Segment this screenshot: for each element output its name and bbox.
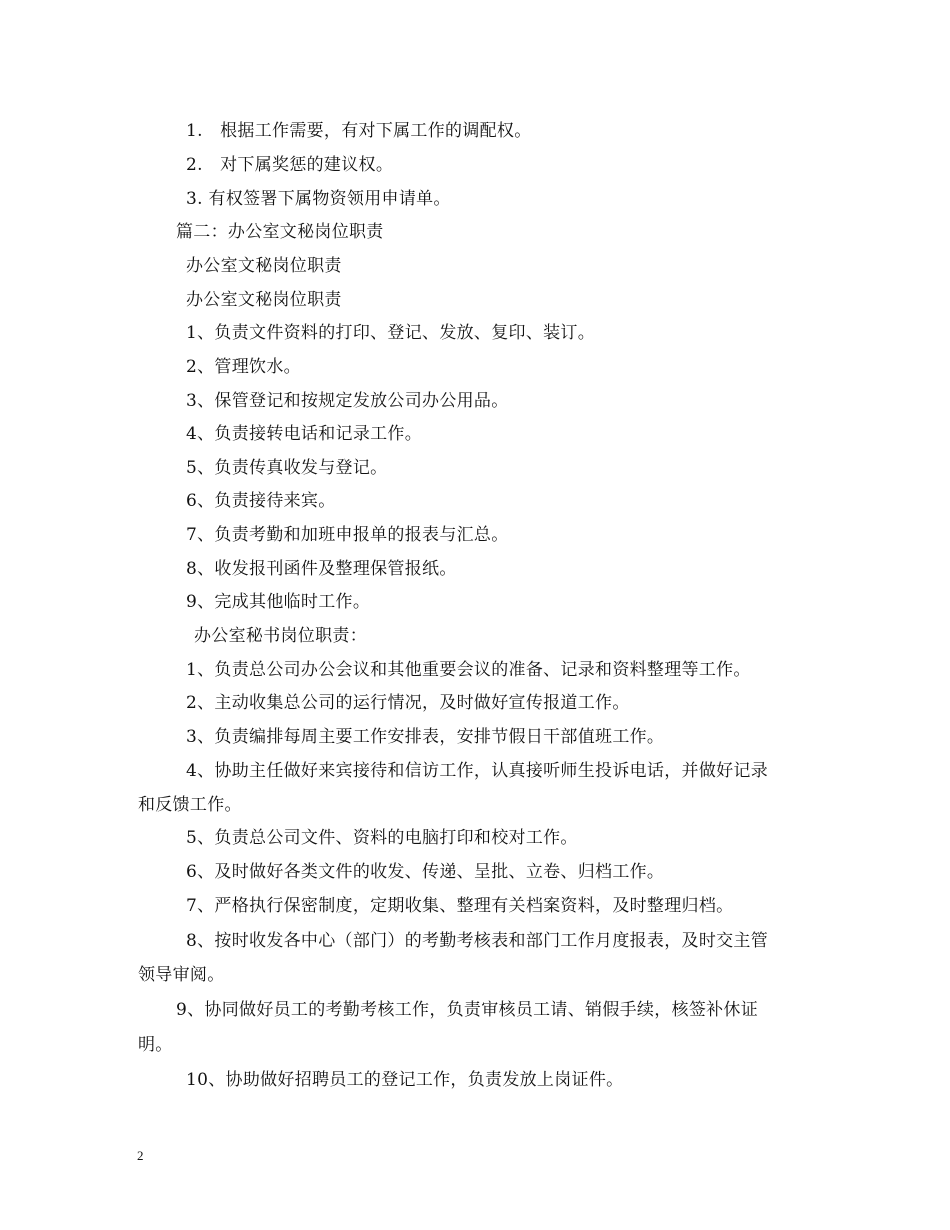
list-item-continuation: 明。 (138, 1035, 173, 1055)
section-heading: 篇二：办公室文秘岗位职责 (176, 222, 384, 242)
list-item: 4、协助主任做好来宾接待和信访工作，认真接听师生投诉电话，并做好记录 (186, 761, 769, 781)
list-item: 9、协同做好员工的考勤考核工作，负责审核员工请、销假手续，核签补休证 (176, 1000, 759, 1020)
subheading: 办公室文秘岗位职责 (186, 290, 342, 310)
list-item: 3、负责编排每周主要工作安排表，安排节假日干部值班工作。 (186, 727, 665, 747)
text-line: 1. 根据工作需要，有对下属工作的调配权。 (186, 121, 532, 141)
text-line: 3. 有权签署下属物资领用申请单。 (186, 189, 451, 209)
list-item-continuation: 和反馈工作。 (138, 795, 242, 815)
list-item: 2、管理饮水。 (186, 357, 301, 377)
page-number: 2 (137, 1148, 144, 1163)
list-item: 8、按时收发各中心（部门）的考勤考核表和部门工作月度报表，及时交主管 (186, 931, 769, 951)
subheading: 办公室秘书岗位职责： (194, 626, 367, 646)
subheading: 办公室文秘岗位职责 (186, 256, 342, 276)
list-item: 9、完成其他临时工作。 (186, 592, 371, 612)
list-item: 8、收发报刊函件及整理保管报纸。 (186, 559, 457, 579)
list-item: 4、负责接转电话和记录工作。 (186, 424, 423, 444)
list-item: 1、负责总公司办公会议和其他重要会议的准备、记录和资料整理等工作。 (186, 660, 751, 680)
text-line: 2. 对下属奖惩的建议权。 (186, 155, 394, 175)
list-item: 1、负责文件资料的打印、登记、发放、复印、装订。 (186, 323, 596, 343)
list-item: 5、负责传真收发与登记。 (186, 458, 388, 478)
list-item: 7、负责考勤和加班申报单的报表与汇总。 (186, 525, 509, 545)
list-item: 5、负责总公司文件、资料的电脑打印和校对工作。 (186, 828, 578, 848)
list-item: 10、协助做好招聘员工的登记工作，负责发放上岗证件。 (186, 1070, 624, 1090)
list-item: 2、主动收集总公司的运行情况，及时做好宣传报道工作。 (186, 693, 630, 713)
list-item: 6、负责接待来宾。 (186, 491, 336, 511)
list-item: 3、保管登记和按规定发放公司办公用品。 (186, 391, 509, 411)
list-item-continuation: 领导审阅。 (138, 965, 225, 985)
list-item: 6、及时做好各类文件的收发、传递、呈批、立卷、归档工作。 (186, 862, 665, 882)
list-item: 7、严格执行保密制度，定期收集、整理有关档案资料，及时整理归档。 (186, 896, 734, 916)
